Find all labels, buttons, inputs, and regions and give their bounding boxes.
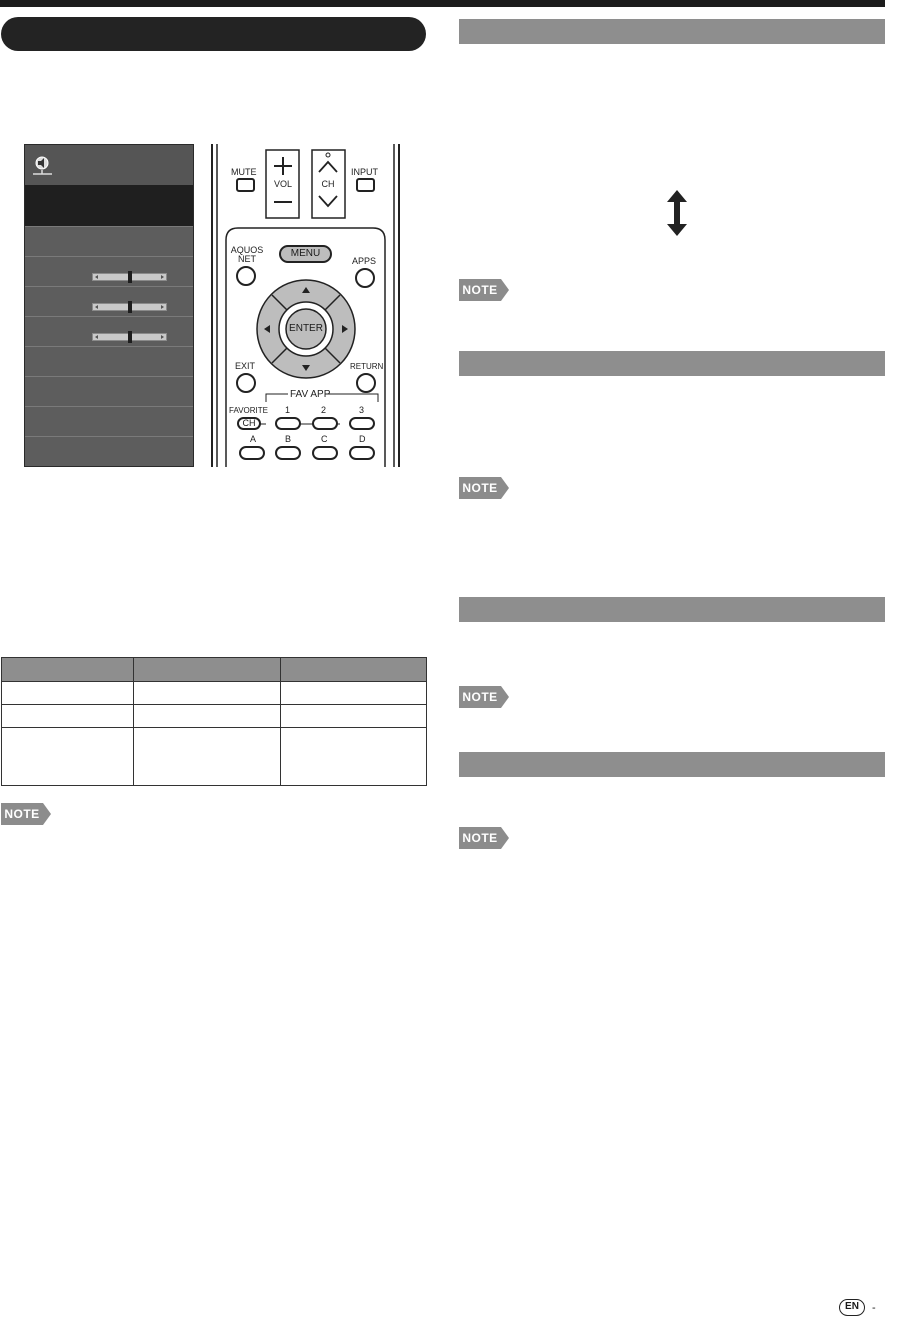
exit-button[interactable]	[236, 373, 256, 393]
menu-row[interactable]	[25, 406, 193, 436]
fav-app-3-button[interactable]	[349, 417, 375, 430]
audio-menu-panel	[24, 144, 194, 467]
table-row	[2, 705, 426, 727]
table-header-row	[2, 658, 426, 681]
channel-rocker[interactable]	[312, 150, 345, 218]
section-header	[459, 752, 885, 777]
fav-app-1-button[interactable]	[275, 417, 301, 430]
menu-row[interactable]	[25, 346, 193, 376]
menu-button-label: MENU	[290, 248, 321, 259]
b-label: B	[285, 434, 292, 444]
menu-row[interactable]	[25, 436, 193, 466]
note-badge: NOTE	[459, 279, 509, 301]
level-slider[interactable]	[92, 303, 167, 311]
level-slider[interactable]	[92, 273, 167, 281]
mute-label: MUTE	[231, 167, 257, 177]
favorite-ch-label: CH	[242, 418, 256, 428]
page-suffix: -	[872, 1302, 876, 1314]
remote-outline	[208, 144, 403, 467]
dpad-down[interactable]	[286, 358, 326, 378]
color-d-button[interactable]	[349, 446, 375, 460]
settings-table	[1, 657, 427, 786]
section-header	[459, 597, 885, 622]
slider-knob	[128, 331, 132, 343]
section-header	[459, 351, 885, 376]
favorite-label: FAVORITE	[229, 406, 268, 415]
apps-button[interactable]	[355, 268, 375, 288]
c-label: C	[321, 434, 328, 444]
section-header	[459, 19, 885, 44]
apps-label: APPS	[352, 256, 377, 266]
level-slider[interactable]	[92, 333, 167, 341]
return-label: RETURN	[350, 362, 384, 371]
menu-row[interactable]	[25, 376, 193, 406]
input-button[interactable]	[356, 178, 375, 192]
color-c-button[interactable]	[312, 446, 338, 460]
input-label: INPUT	[351, 167, 378, 177]
slider-knob	[128, 271, 132, 283]
note-badge: NOTE	[1, 803, 51, 825]
volume-rocker[interactable]	[266, 150, 299, 218]
enter-button[interactable]	[286, 323, 326, 335]
mute-button[interactable]	[236, 178, 255, 192]
menu-row-selected[interactable]	[25, 185, 193, 226]
dpad-left[interactable]	[257, 309, 277, 349]
menu-row[interactable]	[25, 226, 193, 256]
up-down-arrow-icon	[666, 190, 688, 236]
menu-row-slider[interactable]	[25, 316, 193, 346]
return-button[interactable]	[356, 373, 376, 393]
note-badge: NOTE	[459, 827, 509, 849]
fav-3-label: 3	[359, 405, 365, 415]
d-label: D	[359, 434, 366, 444]
exit-label: EXIT	[235, 361, 256, 371]
aquos-net-label: AQUOS NET	[230, 245, 264, 264]
color-a-button[interactable]	[239, 446, 265, 460]
dpad-right[interactable]	[335, 309, 355, 349]
dpad-up[interactable]	[286, 280, 326, 300]
menu-row-slider[interactable]	[25, 256, 193, 286]
speaker-icon	[32, 155, 54, 177]
slider-knob	[128, 301, 132, 313]
section-title-bar	[1, 17, 426, 51]
aquos-net-button[interactable]	[236, 266, 256, 286]
enter-button-label: ENTER	[289, 323, 323, 334]
fav-2-label: 2	[321, 405, 327, 415]
fav-app-label: FAV APP	[290, 389, 331, 400]
ch-label: CH	[321, 179, 335, 189]
menu-row-slider[interactable]	[25, 286, 193, 316]
language-badge: EN	[839, 1299, 865, 1316]
fav-app-2-button[interactable]	[312, 417, 338, 430]
fav-1-label: 1	[285, 405, 291, 415]
top-rule	[0, 0, 885, 7]
color-b-button[interactable]	[275, 446, 301, 460]
menu-button[interactable]	[279, 245, 332, 263]
a-label: A	[250, 434, 257, 444]
favorite-ch-button[interactable]	[237, 417, 261, 430]
vol-label: VOL	[274, 179, 293, 189]
remote-control	[208, 144, 403, 467]
note-badge: NOTE	[459, 686, 509, 708]
table-row	[2, 682, 426, 704]
note-badge: NOTE	[459, 477, 509, 499]
table-row	[2, 728, 426, 785]
